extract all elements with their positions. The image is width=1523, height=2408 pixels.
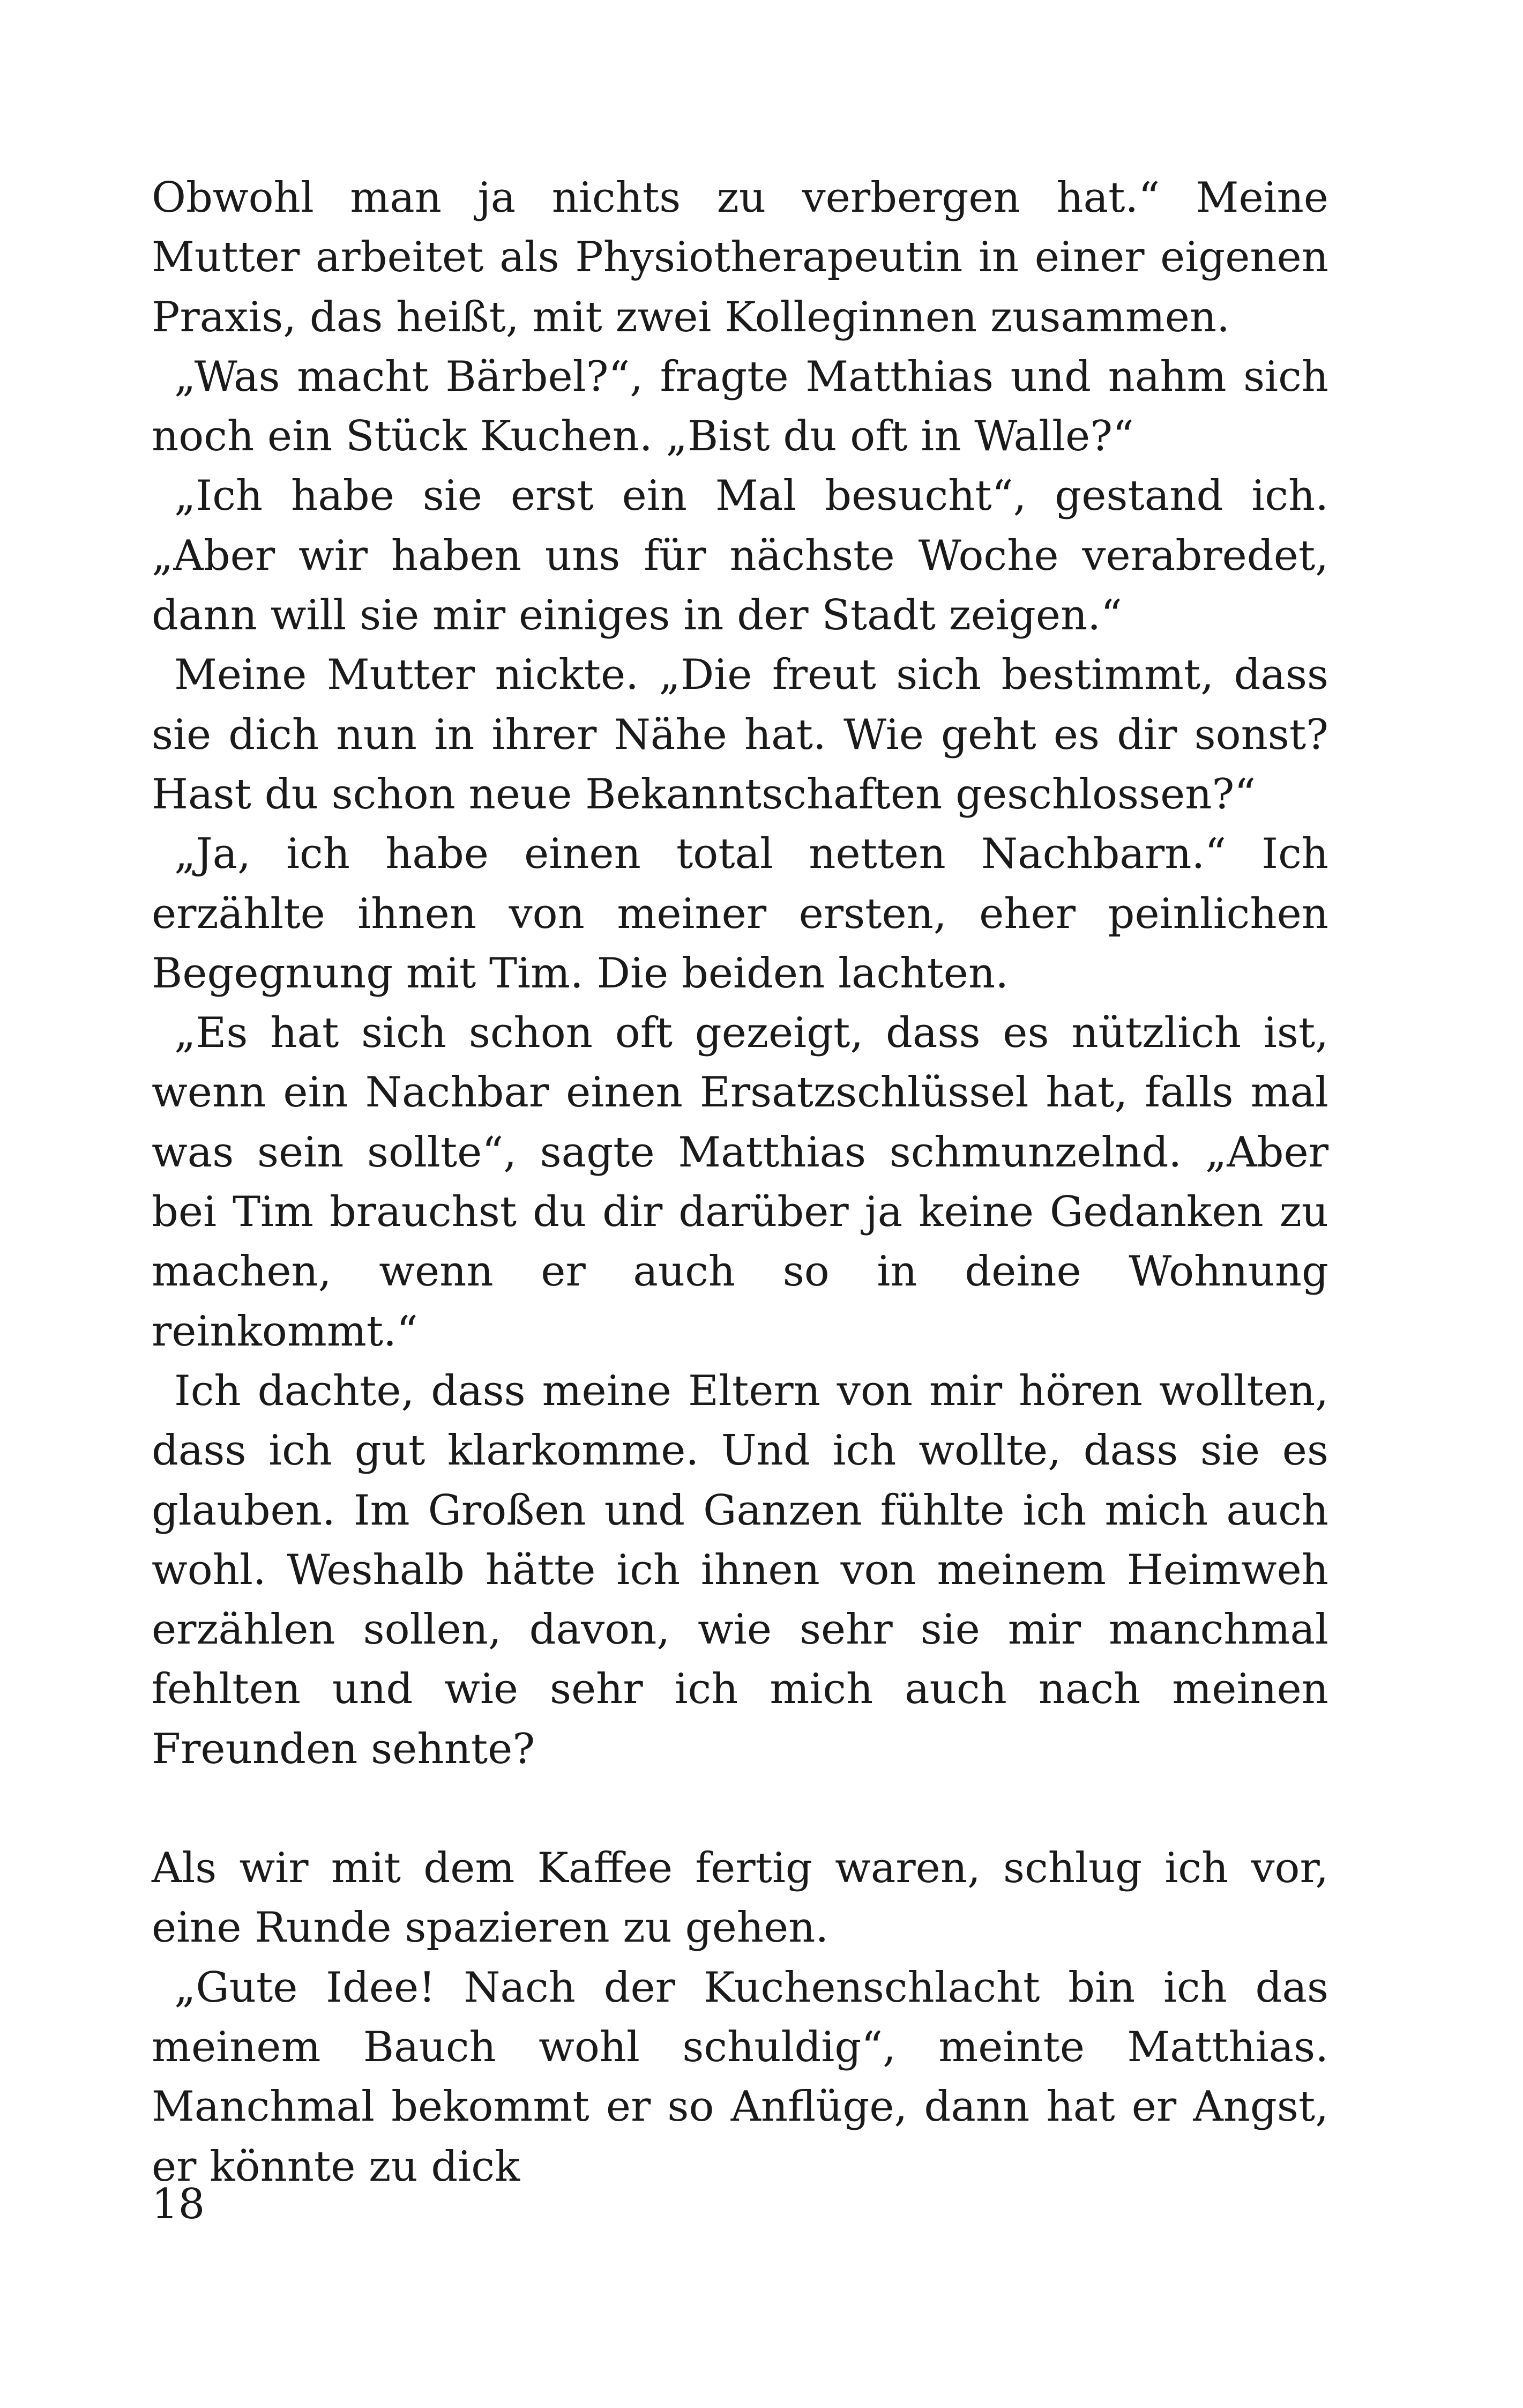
paragraph-1: Obwohl man ja nichts zu verbergen hat.“ Meine Mutter arbeitet als Physiotherapeutin in einer eigenen Praxis, das heißt, mit zwei Kolleginnen zusammen. bbox=[152, 174, 1328, 341]
section-break bbox=[152, 1779, 1328, 1839]
body-text bbox=[152, 168, 1328, 2197]
paragraph-4: Meine Mutter nickte. „Die freut sich bestimmt, dass sie dich nun in ihrer Nähe hat. Wie geht es dir sonst? Hast du schon neue Bekanntschaften geschlossen?“ bbox=[152, 651, 1328, 819]
paragraph-2: „Was macht Bärbel?“, fragte Matthias und nahm sich noch ein Stück Kuchen. „Bist du oft in Walle?“ bbox=[152, 352, 1328, 461]
paragraph-7: Ich dachte, dass meine Eltern von mir hören wollten, dass ich gut klarkomme. Und ich wollte, dass sie es glauben. Im Großen und Ganzen fühlte ich mich auch wohl. Weshalb hätte ich ihnen von meinem Heimweh erzählen sollen, davon, wie sehr sie mir manchmal fehlten und wie sehr ich mich auch nach meinen Freunden sehnte? bbox=[152, 1366, 1328, 1773]
paragraph-5: „Ja, ich habe einen total netten Nachbarn.“ Ich erzählte ihnen von meiner ersten, eher peinlichen Begegnung mit Tim. Die beiden lachten. bbox=[152, 830, 1328, 998]
paragraph-3: „Ich habe sie erst ein Mal besucht“, gestand ich. „Aber wir haben uns für nächste Woche verabredet, dann will sie mir einiges in der Stadt zeigen.“ bbox=[152, 472, 1328, 640]
page-number: 18 bbox=[152, 2180, 205, 2228]
paragraph-6: „Es hat sich schon oft gezeigt, dass es nützlich ist, wenn ein Nachbar einen Ersatzschlüssel hat, falls mal was sein sollte“, sagte Matthias schmunzelnd. „Aber bei Tim brauchst du dir darüber ja keine Gedanken zu machen, wenn er auch so in deine Wohnung reinkommt.“ bbox=[152, 1009, 1328, 1356]
paragraph-8: Als wir mit dem Kaffee fertig waren, schlug ich vor, eine Runde spazieren zu gehen. bbox=[152, 1844, 1328, 1952]
paragraph-9: „Gute Idee! Nach der Kuchenschlacht bin ich das meinem Bauch wohl schuldig“, meinte Matthias. Manchmal bekommt er so Anflüge, dann hat er Angst, er könnte zu dick bbox=[152, 1963, 1328, 2191]
